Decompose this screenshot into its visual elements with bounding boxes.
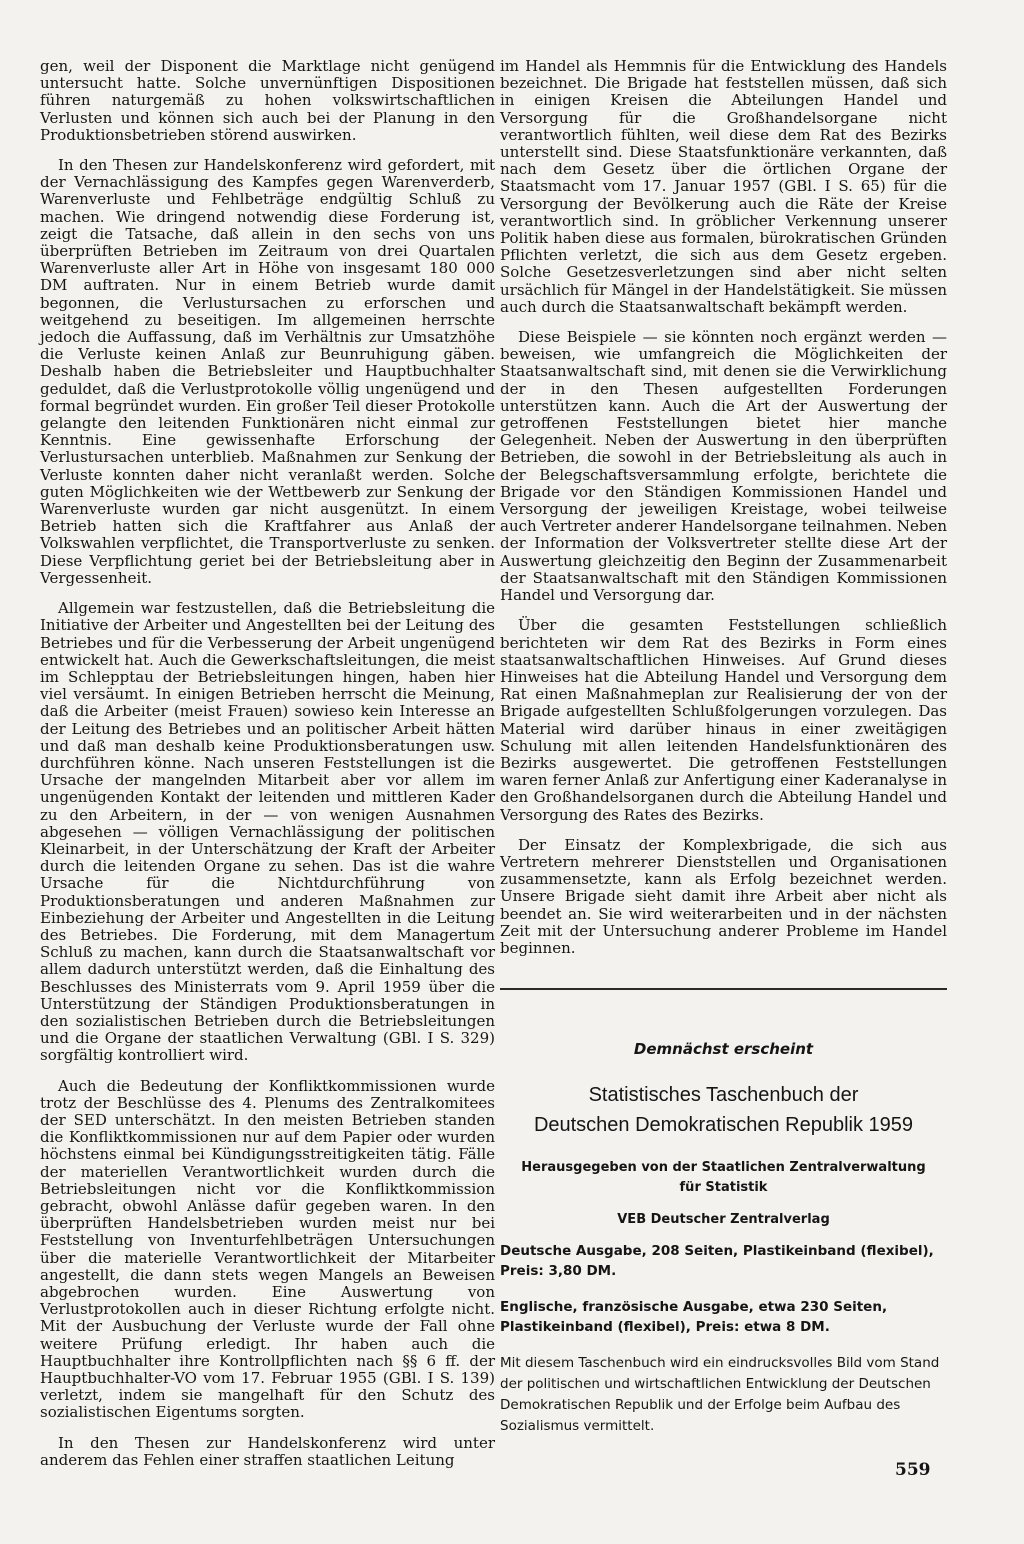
page-number: 559 [895, 1460, 931, 1480]
ad-edition-foreign: Englische, französische Ausgabe, etwa 230 Seiten, Plastikeinband (flexibel), Preis: etwa 8 DM. [500, 1299, 888, 1335]
paragraph: gen, weil der Disponent die Marktlage nicht genügend untersucht hatte. Solche unvernünftigen Dispositionen führen naturgemäß zu hohen volkswirtschaftlichen Verlusten und können sich auch bei der Planung in den Produktionsbetrieben störend auswirken. [40, 57, 495, 144]
ad-title [500, 1080, 947, 1140]
paragraph: Auch die Bedeutung der Konfliktkommissionen wurde trotz der Beschlüsse des 4. Plenums des Zentralkomitees der SED unterschätzt. In den meisten Betrieben standen die Konfliktkommissionen nur auf dem Papier oder wurden höchstens einmal bei Kündigungsstreitigkeiten tätig. Fälle der materiellen Verantwortlichkeit wurden durch die Betriebsleitungen nicht vor die Konfliktkommission gebracht, obwohl Anlässe dafür gegeben waren. In den überprüften Handelsbetrieben wurden meist nur bei Feststellung von Inventurfehlbeträgen Untersuchungen über die materielle Verantwortlichkeit der Mitarbeiter angestellt, die dann stets wegen Mangels an Beweisen abgebrochen wurden. Eine Auswertung von Verlustprotokollen auch in dieser Richtung erfolgte nicht. Mit der Ausbuchung der Verluste wurde der Fall ohne weitere Prüfung erledigt. Ihr haben auch die Hauptbuchhalter ihre Kontrollpflichten nach §§ 6 ff. der Hauptbuchhalter-VO vom 17. Februar 1955 (GBl. I S. 139) verletzt, indem sie mangelhaft für den Schutz des sozialistischen Eigentums sorgten. [40, 1076, 495, 1422]
paragraph: In den Thesen zur Handelskonferenz wird unter anderem das Fehlen einer straffen staatlichen Leitung [40, 1433, 495, 1469]
paragraph: Über die gesamten Feststellungen schließlich berichteten wir dem Rat des Bezirks in Form eines staatsanwaltschaftlichen Hinweises. Auf Grund dieses Hinweises hat die Abteilung Handel und Versorgung dem Rat einen Maßnahmeplan zur Realisierung der von der Brigade aufgestellten Schlußfolgerungen vorzulegen. Das Material wird darüber hinaus in einer zweitägigen Schulung mit allen leitenden Handelsfunktionären des Bezirks ausgewertet. Die getroffenen Feststellungen waren ferner Anlaß zur Anfertigung einer Kaderanalyse in den Großhandelsorganen durch die Abteilung Handel und Versorgung des Rates des Bezirks. [500, 616, 947, 824]
paragraph: Allgemein war festzustellen, daß die Betriebsleitung die Initiative der Arbeiter und Angestellten bei der Leitung des Betriebes und für die Verbesserung der Arbeit ungenügend entwickelt hat. Auch die Gewerkschaftsleitungen, die meist im Schlepptau der Betriebsleitungen hingen, haben hier viel versäumt. In einigen Betrieben herrscht die Meinung, daß die Arbeiter (meist Frauen) sowieso kein Interesse an der Leitung des Betriebes und an politischer Arbeit hätten und daß man deshalb keine Produktionsberatungen usw. durchführen könne. Nach unseren Feststellungen ist die Ursache der mangelnden Mitarbeit aber vor allem im ungenügenden Kontakt der leitenden und mittleren Kader zu den Arbeitern, in der — von wenigen Ausnahmen abgesehen — völligen Vernachlässigung der politischen Kleinarbeit, in der Unterschätzung der Kraft der Arbeiter durch die leitenden Organe zu sehen. Das ist die wahre Ursache für die Nichtdurchführung von Produktionsberatungen und anderen Maßnahmen zur Einbeziehung der Arbeiter und Angestellten in die Leitung des Betriebes. Die Forderung, mit dem Managertum Schluß zu machen, kann durch die Staatsanwaltschaft vor allem dadurch unterstützt werden, daß die Einhaltung des Beschlusses des Ministerrats vom 9. April 1959 über die Unterstützung der Ständigen Produktionsberatungen in den sozialistischen Betrieben durch die Betriebsleitungen und die Organe der staatlichen Verwaltung (GBl. I S. 329) sorgfältig kontrolliert wird. [40, 599, 495, 1065]
ad-heading: Demnächst erscheint [633, 1040, 814, 1058]
right-text-column [500, 58, 947, 970]
ad-title-line: Deutschen Demokratischen Republik 1959 [533, 1114, 914, 1136]
paragraph: Diese Beispiele — sie könnten noch ergänzt werden — beweisen, wie umfangreich die Möglichkeiten der Staatsanwaltschaft sind, mit denen sie die Verwirklichung der in den Thesen aufgestellten Forderungen unterstützen kann. Auch die Art der Auswertung der getroffenen Feststellungen bietet hier manche Gelegenheit. Neben der Auswertung in den überprüften Betrieben, die sowohl in der Betriebsleitung als auch in der Belegschaftsversammlung erfolgte, berichtete die Brigade vor den Ständigen Kommissionen Handel und Versorgung der jeweiligen Kreistage, wobei teilweise auch Vertreter anderer Handelsorgane teilnahmen. Neben der Information der Volksvertreter stellte diese Art der Auswertung gleichzeitig den Beginn der Zusammenarbeit der Staatsanwaltschaft mit den Ständigen Kommissionen Handel und Versorgung dar. [500, 328, 947, 605]
ad-editor [500, 1158, 947, 1198]
left-text-column [40, 58, 495, 1482]
paragraph: im Handel als Hemmnis für die Entwicklung des Handels bezeichnet. Die Brigade hat feststellen müssen, daß sich in einigen Kreisen die Abteilungen Handel und Versorgung für die Großhandelsorgane nicht verantwortlich fühlten, weil diese dem Rat des Bezirks unterstellt sind. Diese Staatsfunktionäre verkannten, daß nach dem Gesetz über die örtlichen Organe der Staatsmacht vom 17. Januar 1957 (GBl. I S. 65) für die Versorgung der Bevölkerung auch die Räte der Kreise verantwortlich sind. In gröblicher Verkennung unserer Politik haben diese aus formalen, bürokratischen Gründen Pflichten verletzt, die sich aus dem Gesetz ergeben. Solche Gesetzesverletzungen sind aber nicht selten ursächlich für Mängel in der Handelstätigkeit. Sie müssen auch durch die Staatsanwaltschaft bekämpft werden. [500, 57, 947, 316]
paragraph: In den Thesen zur Handelskonferenz wird gefordert, mit der Vernachlässigung des Kampfes gegen Warenverderb, Warenverluste und Fehlbeträge endgültig Schluß zu machen. Wie dringend notwendig diese Forderung ist, zeigt die Tatsache, daß allein in den sechs von uns überprüften Betrieben im Zeitraum von drei Quartalen Warenverluste aller Art in Höhe von insgesamt 180 000 DM auftraten. Nur in einem Betrieb wurde damit begonnen, die Verlustursachen zu erforschen und weitgehend zu beseitigen. Im allgemeinen herrschte jedoch die Auffassung, daß im Verhältnis zur Umsatzhöhe die Verluste keinen Anlaß zur Beunruhigung gäben. Deshalb haben die Betriebsleiter und Hauptbuchhalter geduldet, daß die Verlustprotokolle völlig ungenügend und formal begründet wurden. Ein großer Teil dieser Protokolle gelangte den leitenden Funktionären nicht einmal zur Kenntnis. Eine gewissenhafte Erforschung der Verlustursachen unterblieb. Maßnahmen zur Senkung der Verluste konnten daher nicht veranlaßt werden. Solche guten Möglichkeiten wie der Wettbewerb zur Senkung der Warenverluste wurden gar nicht ausgenützt. In einem Betrieb hatten sich die Kraftfahrer aus Anlaß der Volkswahlen verpflichtet, die Transportverluste zu senken. Diese Verpflichtung geriet bei der Betriebsleitung aber in Vergessenheit. [40, 156, 495, 587]
ad-edition-german: Deutsche Ausgabe, 208 Seiten, Plastikeinband (flexibel), Preis: 3,80 DM. [500, 1243, 934, 1279]
ad-publisher: VEB Deutscher Zentralverlag [617, 1212, 830, 1227]
paragraph: Der Einsatz der Komplexbrigade, die sich aus Vertretern mehrerer Dienststellen und Organisationen zusammensetzte, kann als Erfolg bezeichnet werden. Unsere Brigade sieht damit ihre Arbeit aber nicht als beendet an. Sie wird weiterarbeiten und in der nächsten Zeit mit der Untersuchung anderer Probleme im Handel beginnen. [500, 835, 947, 957]
book-advertisement [500, 1040, 947, 1437]
section-divider [500, 988, 947, 990]
ad-editor-line: für Statistik [679, 1180, 768, 1195]
ad-editor-line: Herausgegeben von der Staatlichen Zentralverwaltung [521, 1160, 926, 1175]
ad-title-line: Statistisches Taschenbuch der [588, 1084, 859, 1106]
ad-description: Mit diesem Taschenbuch wird ein eindrucksvolles Bild vom Stand der politischen und wirtschaftlichen Entwicklung der Deutschen Demokratischen Republik und der Erfolge beim Aufbau des Sozialismus vermittelt. [500, 1355, 940, 1434]
